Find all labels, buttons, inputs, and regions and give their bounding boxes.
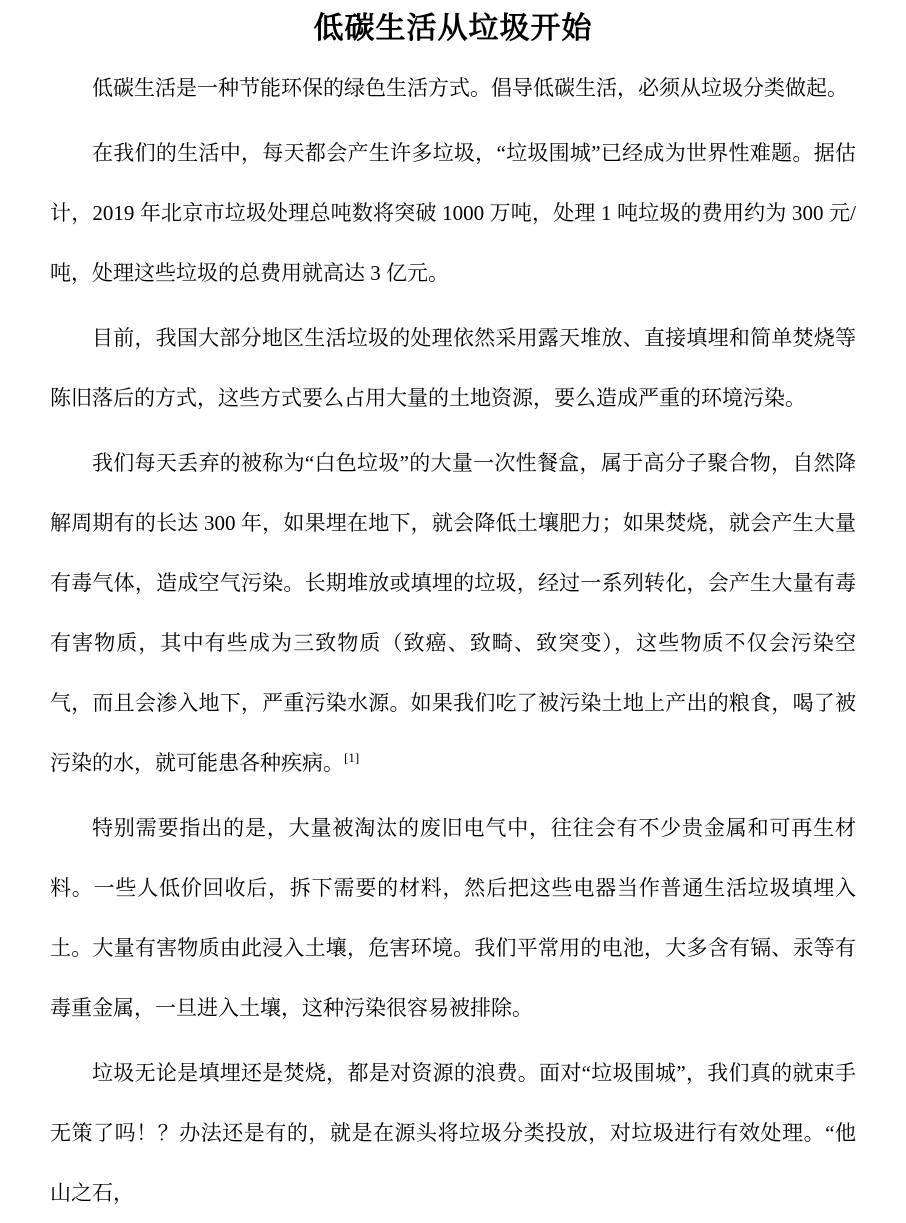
paragraph-text: 垃圾无论是填埋还是焚烧，都是对资源的浪费。面对“垃圾围城”，我们真的就束手无策了吗！？办法还是有的，就是在源头将垃圾分类投放，对垃圾进行有效处理。“他山之石， [50, 1061, 856, 1205]
paragraph-disposal-methods [50, 308, 856, 428]
paragraph-text: 特别需要指出的是，大量被淘汰的废旧电气中，往往会有不少贵金属和可再生材料。一些人低价回收后，拆下需要的材料，然后把这些电器当作普通生活垃圾填埋入土。大量有害物质由此浸入土壤，危害环境。我们平常用的电池，大多含有镉、汞等有毒重金属，一旦进入土壤，这种污染很容易被排除。 [50, 816, 856, 1020]
paragraph-white-garbage [50, 433, 856, 793]
paragraph-text: 在我们的生活中，每天都会产生许多垃圾，“垃圾围城”已经成为世界性难题。据估计，2019 年北京市垃圾处理总吨数将突破 1000 万吨，处理 1 吨垃圾的费用约为 300 元/吨，处理这些垃圾的总费用就高达 3 亿元。 [50, 141, 856, 285]
footnote-marker: [1] [344, 750, 360, 765]
document-title: 低碳生活从垃圾开始 [313, 12, 593, 45]
paragraph-intro [50, 58, 856, 118]
paragraph-garbage-siege [50, 123, 856, 303]
paragraph-text: 我们每天丢弃的被称为“白色垃圾”的大量一次性餐盒，属于高分子聚合物，自然降解周期有的长达 300 年，如果埋在地下，就会降低土壤肥力；如果焚烧，就会产生大量有毒气体，造成空气污染。长期堆放或填埋的垃圾，经过一系列转化，会产生大量有毒有害物质，其中有些成为三致物质（致癌、致畸、致突变），这些物质不仅会污染空气，而且会渗入地下，严重污染水源。如果我们吃了被污染土地上产出的粮食，喝了被污染的水，就可能患各种疾病。 [50, 451, 856, 775]
paragraph-text: 低碳生活是一种节能环保的绿色生活方式。倡导低碳生活，必须从垃圾分类做起。 [92, 76, 848, 100]
paragraph-text: 目前，我国大部分地区生活垃圾的处理依然采用露天堆放、直接填埋和简单焚烧等陈旧落后的方式，这些方式要么占用大量的土地资源，要么造成严重的环境污染。 [50, 326, 856, 410]
paragraph-sorting-solution [50, 1043, 856, 1223]
paragraph-ewaste [50, 798, 856, 1038]
